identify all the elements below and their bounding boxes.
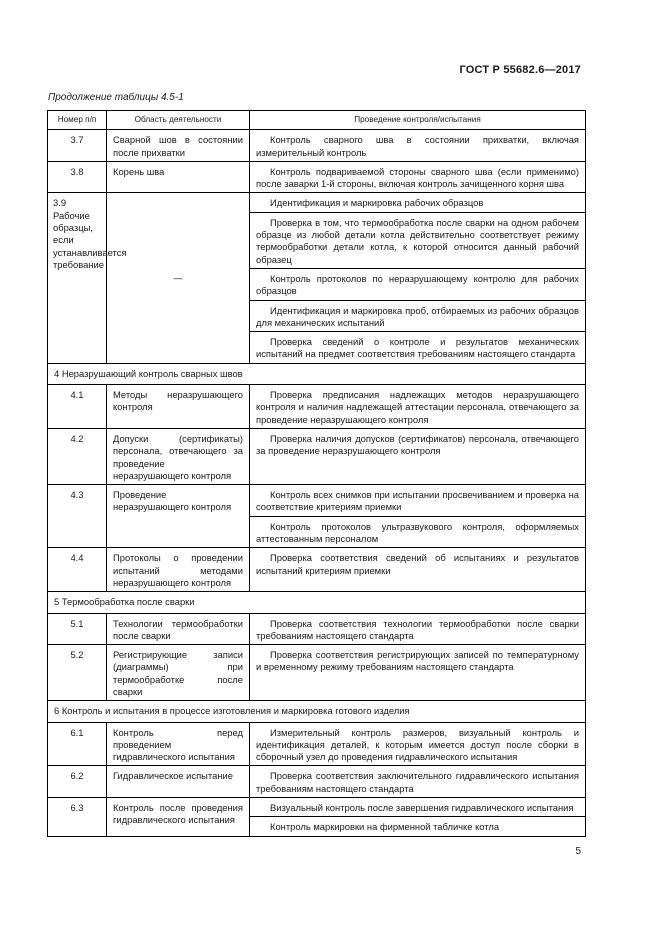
row-check: Измерительный контроль размеров, визуальный контроль и идентификация деталей, к которым имеется доступ после сборки в сборочный узел до проведения гидравлического испытания	[250, 722, 586, 766]
row-number: 6.3	[48, 798, 107, 837]
section-title: 4 Неразрушающий контроль сварных швов	[48, 363, 586, 384]
row-number: 5.1	[48, 613, 107, 645]
row-number: 4.1	[48, 385, 107, 429]
row-check: Идентификация и маркировка рабочих образцов	[250, 193, 586, 212]
row-area: Технологии термообработки после сварки	[107, 613, 250, 645]
row-check: Проверка предписания надлежащих методов неразрушающего контроля и наличия надлежащей аттестации персонала, отвечающего за проведение неразрушающего контроля	[250, 385, 586, 429]
row-number: 4.3	[48, 485, 107, 548]
table-caption: Продолжение таблицы 4.5-1	[48, 92, 184, 103]
row-check: Проверка соответствия заключительного гидравлического испытания требованиям настоящего стандарта	[250, 766, 586, 798]
page-number: 5	[575, 846, 581, 857]
table-row	[48, 130, 586, 162]
table-row	[48, 766, 586, 798]
row-check: Контроль подвариваемой стороны сварного шва (если применимо) после заварки 1-й стороны, включая контроль зачищенного корня шва	[250, 161, 586, 193]
table-row	[48, 193, 586, 212]
table-row	[48, 428, 586, 484]
row-check: Проверка соответствия сведений об испытаниях и результатов испытаний критериям приемки	[250, 548, 586, 592]
header-area: Область деятельности	[107, 111, 250, 130]
row-area: Контроль после проведения гидравлического испытания	[107, 798, 250, 837]
row-area: Протоколы о проведении испытаний методами неразрушающего контроля	[107, 548, 250, 592]
row-area: Допуски (сертификаты) персонала, отвечающего за проведение неразрушающего контроля	[107, 428, 250, 484]
row-check: Контроль протоколов по неразрушающему контролю для рабочих образцов	[250, 268, 586, 300]
section-title: 5 Термообработка после сварки	[48, 592, 586, 613]
table-row	[48, 613, 586, 645]
row-check: Проверка соответствия технологии термообработки после сварки требованиям настоящего стандарта	[250, 613, 586, 645]
row-check: Идентификация и маркировка проб, отбираемых из рабочих образцов для механических испытаний	[250, 300, 586, 332]
table-row	[48, 161, 586, 193]
section-row	[48, 701, 586, 722]
row-check: Проверка наличия допусков (сертификатов) персонала, отвечающего за проведение неразрушающего контроля	[250, 428, 586, 484]
table-row	[48, 548, 586, 592]
control-table	[47, 110, 586, 837]
row-area: Проведение неразрушающего контроля	[107, 485, 250, 548]
row-number: 3.9 Рабочие образцы, если устанавливается требование	[48, 193, 107, 363]
row-area: Методы неразрушающего контроля	[107, 385, 250, 429]
table-row	[48, 798, 586, 817]
row-number: 6.2	[48, 766, 107, 798]
row-area: —	[107, 193, 250, 363]
row-check: Проверка сведений о контроле и результатов механических испытаний на предмет соответствия требованиям настоящего стандарта	[250, 332, 586, 364]
header-num: Номер п/п	[48, 111, 107, 130]
row-check: Контроль протоколов ультразвукового контроля, оформляемых аттестованным персоналом	[250, 516, 586, 548]
standard-designation: ГОСТ Р 55682.6—2017	[459, 64, 581, 76]
row-number: 4.2	[48, 428, 107, 484]
section-row	[48, 592, 586, 613]
table-row	[48, 722, 586, 766]
header-check: Проведение контроля/испытания	[250, 111, 586, 130]
row-check: Проверка соответствия регистрирующих записей по температурному и временному режиму требованиям настоящего стандарта	[250, 645, 586, 701]
section-row	[48, 363, 586, 384]
row-check: Визуальный контроль после завершения гидравлического испытания	[250, 798, 586, 817]
row-number: 6.1	[48, 722, 107, 766]
row-number: 3.7	[48, 130, 107, 162]
row-number: 3.8	[48, 161, 107, 193]
row-number: 4.4	[48, 548, 107, 592]
row-number: 5.2	[48, 645, 107, 701]
table-header-row	[48, 111, 586, 130]
row-check: Контроль всех снимков при испытании просвечиванием и проверка на соответствие критериям приемки	[250, 485, 586, 517]
row-area: Контроль перед проведением гидравлического испытания	[107, 722, 250, 766]
row-area: Корень шва	[107, 161, 250, 193]
table-row	[48, 645, 586, 701]
row-area: Сварной шов в состоянии после прихватки	[107, 130, 250, 162]
row-check: Контроль маркировки на фирменной табличке котла	[250, 817, 586, 836]
row-area: Регистрирующие записи (диаграммы) при термообработке после сварки	[107, 645, 250, 701]
row-check: Контроль сварного шва в состоянии прихватки, включая измерительный контроль	[250, 130, 586, 162]
section-title: 6 Контроль и испытания в процессе изготовления и маркировка готового изделия	[48, 701, 586, 722]
table-row	[48, 485, 586, 517]
table-row	[48, 385, 586, 429]
row-area: Гидравлическое испытание	[107, 766, 250, 798]
row-check: Проверка в том, что термообработка после сварки на одном рабочем образце из любой детали котла действительно соответствует режиму термообработки детали котла, к которой относится данный рабочий образец	[250, 212, 586, 268]
